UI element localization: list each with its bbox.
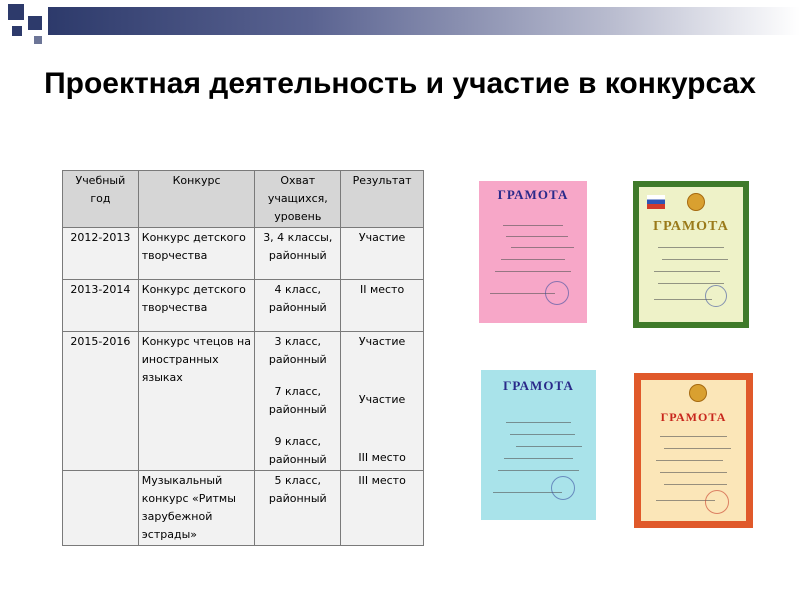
column-header: Конкурс	[138, 171, 255, 228]
certificate-heading: ГРАМОТА	[653, 219, 729, 234]
column-header: Результат	[341, 171, 424, 228]
table-row	[63, 332, 424, 471]
column-header: Охват учащихся, уровень	[255, 171, 341, 228]
certificate-heading: ГРАМОТА	[660, 410, 727, 424]
contest-cell: Музыкальный конкурс «Ритмы зарубежной эстрады»	[138, 471, 255, 546]
year-cell: 2015-2016	[63, 332, 139, 471]
contest-cell: Конкурс детского творчества	[138, 228, 255, 280]
result-cell	[341, 332, 424, 471]
result-cell: Участие	[341, 228, 424, 280]
certificate-image	[481, 370, 596, 520]
coverage-line: 7 класс, районный	[268, 385, 327, 416]
result-line: Участие	[358, 393, 406, 406]
coverage-cell: 3, 4 классы, районный	[255, 228, 341, 280]
year-cell: 2013-2014	[63, 280, 139, 332]
table-row	[63, 228, 424, 280]
flag-icon	[647, 195, 665, 209]
decor-square	[12, 26, 22, 36]
contest-cell: Конкурс чтецов на иностранных языках	[138, 332, 255, 471]
certificate-image	[479, 181, 587, 323]
emblem-icon	[687, 193, 705, 211]
year-cell: 2012-2013	[63, 228, 139, 280]
decor-square	[28, 16, 42, 30]
coverage-cell: 4 класс, районный	[255, 280, 341, 332]
result-line: Участие	[358, 335, 406, 348]
page-title: Проектная деятельность и участие в конкурсах	[44, 67, 756, 100]
contest-table	[62, 170, 424, 546]
table-row	[63, 280, 424, 332]
certificate-image	[634, 373, 753, 528]
result-cell: II место	[341, 280, 424, 332]
coverage-cell: 5 класс, районный	[255, 471, 341, 546]
certificate-image	[633, 181, 749, 328]
coverage-line: 3 класс, районный	[268, 335, 327, 366]
table-row	[63, 471, 424, 546]
header-decor-bar	[48, 7, 800, 35]
coverage-line: 9 класс, районный	[268, 435, 327, 466]
certificate-heading: ГРАМОТА	[497, 187, 569, 202]
table-header-row	[63, 171, 424, 228]
result-line: III место	[358, 451, 406, 464]
decor-square	[34, 36, 42, 44]
decor-square	[8, 4, 24, 20]
emblem-icon	[689, 384, 707, 402]
contest-cell: Конкурс детского творчества	[138, 280, 255, 332]
result-cell: III место	[341, 471, 424, 546]
year-cell	[63, 471, 139, 546]
column-header: Учебный год	[63, 171, 139, 228]
certificate-heading: ГРАМОТА	[503, 378, 574, 393]
coverage-cell	[255, 332, 341, 471]
